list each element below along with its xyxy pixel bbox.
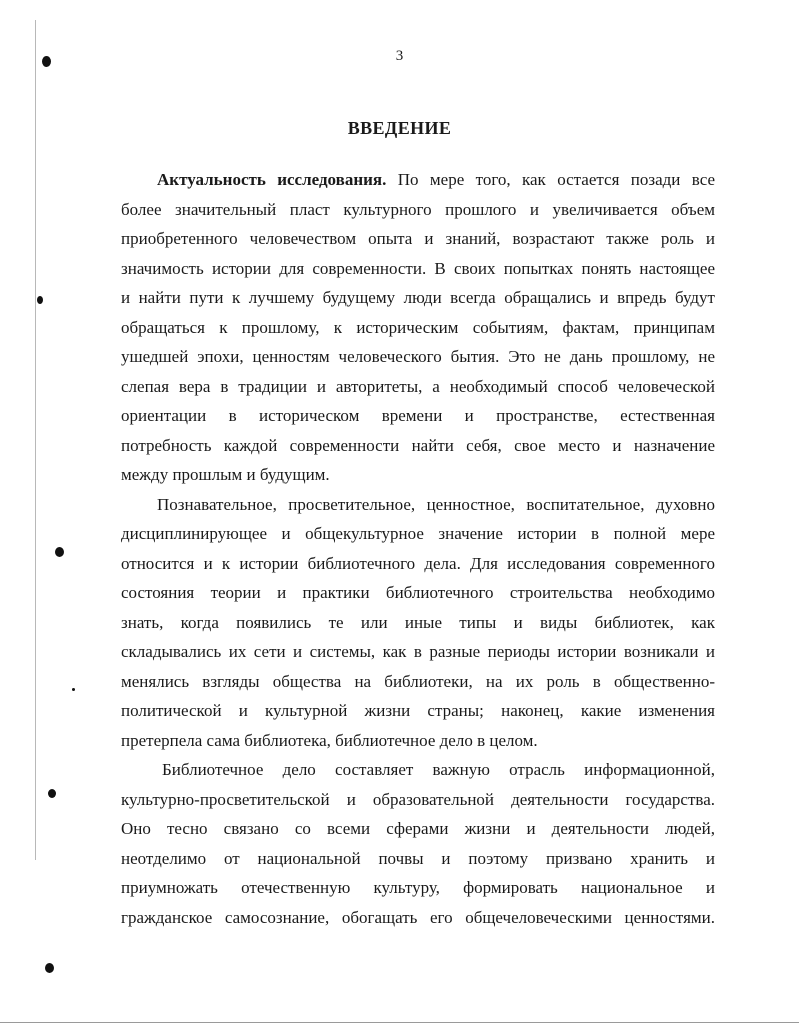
- paragraph-line: состояния теории и практики библиотечного строительства необходимо: [121, 583, 715, 602]
- paragraph-line: относится и к истории библиотечного дела. Для исследования современного: [121, 553, 715, 573]
- paragraph-line: гражданское самосознание, обогащать его общечеловеческими ценностями.: [121, 907, 715, 927]
- paragraph-line: приобретенного человечеством опыта и знаний, возрастают также роль и: [121, 229, 715, 248]
- paragraph-line: претерпела сама библиотека, библиотечное дело в целом.: [121, 730, 538, 750]
- paragraph-line: потребность каждой современности найти себя, свое место и назначение: [121, 435, 715, 455]
- scan-speck: [55, 547, 64, 557]
- paragraph-line: Библиотечное дело составляет важную отрасль информационной,: [162, 760, 715, 779]
- paragraph-line: между прошлым и будущим.: [121, 465, 330, 484]
- scan-bottom-rule: [0, 1022, 799, 1023]
- paragraph-line: менялись взгляды общества на библиотеки, на их роль в общественно-: [121, 671, 715, 691]
- paragraph-line: складывались их сети и системы, как в разные периоды истории возникали и: [121, 642, 715, 661]
- scan-speck: [45, 963, 54, 973]
- body-text: [121, 165, 715, 932]
- paragraph-line: Познавательное, просветительное, ценностное, воспитательное, духовно: [157, 494, 715, 514]
- paragraph-line: политической и культурной жизни страны; наконец, какие изменения: [121, 701, 715, 720]
- paragraph-line: слепая вера в традиции и авторитеты, а необходимый способ человеческой: [121, 376, 715, 396]
- paragraph-line: культурно-просветительской и образовательной деятельности государства.: [121, 789, 715, 809]
- paragraph-line: знать, когда появились те или иные типы и виды библиотек, как: [121, 612, 715, 632]
- paragraph-line: значимость истории для современности. В своих попытках понять настоящее: [121, 258, 715, 278]
- page-number: 3: [395, 48, 404, 64]
- scan-speck: [72, 688, 75, 691]
- paragraph-line: обращаться к прошлому, к историческим событиям, фактам, принципам: [121, 317, 715, 337]
- paragraph-relevance: [121, 165, 715, 490]
- paragraph-line: и найти пути к лучшему будущему люди всегда обращались и впредь будут: [121, 288, 715, 307]
- paragraph-line: Оно тесно связано со всеми сферами жизни и деятельности людей,: [121, 819, 715, 838]
- paragraph-line-text: По мере того, как остается позади все: [386, 170, 715, 189]
- paragraph-lead: Актуальность исследования.: [157, 170, 387, 189]
- scan-speck: [48, 789, 56, 798]
- section-heading: ВВЕДЕНИЕ: [347, 118, 452, 138]
- paragraph-line: дисциплинирующее и общекультурное значение истории в полной мере: [121, 524, 715, 543]
- paragraph-cognitive-value: [121, 490, 715, 756]
- paragraph-line: приумножать отечественную культуру, формировать национальное и: [121, 878, 715, 897]
- paragraph-library-affairs: [121, 755, 715, 932]
- scan-binding-line: [35, 20, 36, 860]
- paragraph-line: ориентации в историческом времени и пространстве, естественная: [121, 406, 715, 425]
- paragraph-line: ушедшей эпохи, ценностям человеческого бытия. Это не дань прошлому, не: [121, 347, 715, 366]
- scan-speck: [37, 296, 43, 304]
- paragraph-line: более значительный пласт культурного прошлого и увеличивается объем: [121, 199, 715, 219]
- paragraph-line: [121, 165, 715, 195]
- paragraph-line: неотделимо от национальной почвы и поэтому призвано хранить и: [121, 848, 715, 868]
